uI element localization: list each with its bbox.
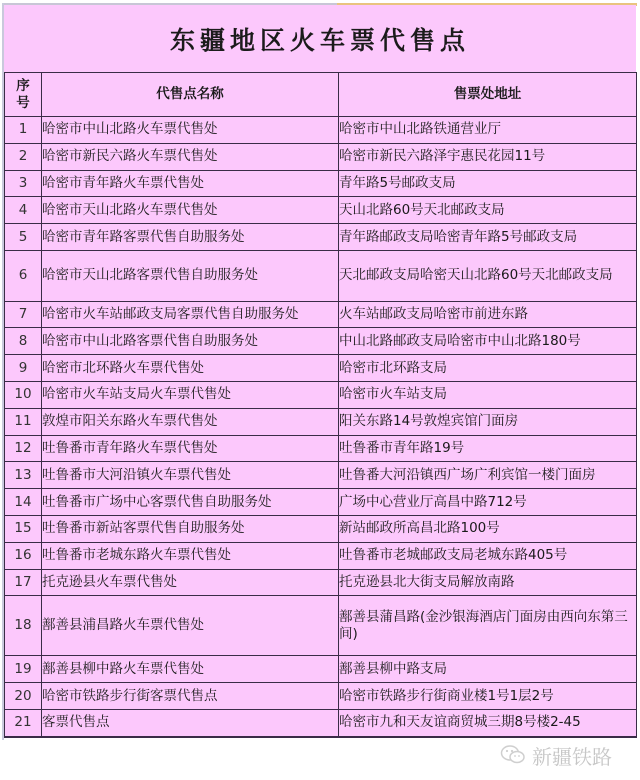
row-number: 18 <box>5 596 42 656</box>
agency-name: 鄯善县柳中路火车票代售处 <box>42 656 339 683</box>
table-row <box>5 656 637 683</box>
agency-address: 阳关东路14号敦煌宾馆门面房 <box>339 408 637 435</box>
agency-name: 哈密市中山北路火车票代售处 <box>42 117 339 144</box>
watermark-text: 新疆铁路 <box>532 744 612 769</box>
agency-address: 新站邮政所高昌北路100号 <box>339 515 637 542</box>
watermark <box>500 740 612 770</box>
header-row <box>5 73 637 117</box>
agency-name: 敦煌市阳关东路火车票代售处 <box>42 408 339 435</box>
row-number: 21 <box>5 709 42 736</box>
row-number: 6 <box>5 250 42 301</box>
table-row <box>5 355 637 382</box>
row-number: 20 <box>5 683 42 710</box>
agency-address: 天山北路60号天北邮政支局 <box>339 197 637 224</box>
row-number: 3 <box>5 170 42 197</box>
agency-name: 哈密市铁路步行街客票代售点 <box>42 683 339 710</box>
row-number: 12 <box>5 435 42 462</box>
page-title: 东疆地区火车票代售点 <box>169 25 470 55</box>
agency-address: 吐鲁番大河沿镇西广场广利宾馆一楼门面房 <box>339 462 637 489</box>
row-number: 7 <box>5 301 42 328</box>
table-row <box>5 462 637 489</box>
table-row <box>5 143 637 170</box>
agency-name: 哈密市中山北路客票代售自助服务处 <box>42 328 339 355</box>
row-number: 11 <box>5 408 42 435</box>
agency-address: 天北邮政支局哈密天山北路60号天北邮政支局 <box>339 250 637 301</box>
agency-name: 哈密市天山北路客票代售自助服务处 <box>42 250 339 301</box>
row-number: 1 <box>5 117 42 144</box>
table-row <box>5 709 637 736</box>
table-row <box>5 542 637 569</box>
agency-address: 哈密市北环路支局 <box>339 355 637 382</box>
agency-name: 哈密市天山北路火车票代售处 <box>42 197 339 224</box>
table-row <box>5 301 637 328</box>
agency-address: 吐鲁番市青年路19号 <box>339 435 637 462</box>
row-number: 14 <box>5 489 42 516</box>
agency-name: 吐鲁番市广场中心客票代售自助服务处 <box>42 489 339 516</box>
agency-address: 鄯善县蒲昌路(金沙银海酒店门面房由西向东第三间) <box>339 596 637 656</box>
header-serial-line2: 号 <box>16 94 30 111</box>
header-serial-number <box>5 73 42 117</box>
row-number: 19 <box>5 656 42 683</box>
table-row <box>5 381 637 408</box>
table-row <box>5 596 637 656</box>
agency-address: 青年路5号邮政支局 <box>339 170 637 197</box>
agency-address: 吐鲁番市老城邮政支局老城东路405号 <box>339 542 637 569</box>
table-row <box>5 515 637 542</box>
agency-name: 客票代售点 <box>42 709 339 736</box>
agency-name: 哈密市火车站支局火车票代售处 <box>42 381 339 408</box>
row-number: 4 <box>5 197 42 224</box>
row-number: 17 <box>5 569 42 596</box>
table-row <box>5 250 637 301</box>
agency-name: 哈密市北环路火车票代售处 <box>42 355 339 382</box>
agency-name: 吐鲁番市青年路火车票代售处 <box>42 435 339 462</box>
agency-name: 哈密市火车站邮政支局客票代售自助服务处 <box>42 301 339 328</box>
title-cell <box>4 5 636 72</box>
table-row <box>5 328 637 355</box>
agency-address: 火车站邮政支局哈密市前进东路 <box>339 301 637 328</box>
agency-name: 吐鲁番市新站客票代售自助服务处 <box>42 515 339 542</box>
table-row <box>5 170 637 197</box>
agency-address: 哈密市火车站支局 <box>339 381 637 408</box>
agency-address: 托克逊县北大街支局解放南路 <box>339 569 637 596</box>
row-number: 13 <box>5 462 42 489</box>
table-row <box>5 197 637 224</box>
table-row <box>5 408 637 435</box>
table-row <box>5 435 637 462</box>
header-address: 售票处地址 <box>339 73 637 117</box>
row-number: 10 <box>5 381 42 408</box>
agency-address: 哈密市铁路步行街商业楼1号1层2号 <box>339 683 637 710</box>
agency-name: 托克逊县火车票代售处 <box>42 569 339 596</box>
agency-address: 哈密市新民六路泽宇惠民花园11号 <box>339 143 637 170</box>
agency-address: 哈密市九和天友谊商贸城三期8号楼2-45 <box>339 709 637 736</box>
table-row <box>5 224 637 251</box>
agency-address: 哈密市中山北路铁通营业厅 <box>339 117 637 144</box>
row-number: 9 <box>5 355 42 382</box>
agency-name: 哈密市青年路客票代售自助服务处 <box>42 224 339 251</box>
row-number: 15 <box>5 515 42 542</box>
table-row <box>5 117 637 144</box>
header-serial-line1: 序 <box>16 77 30 94</box>
row-number: 5 <box>5 224 42 251</box>
agency-name: 吐鲁番市大河沿镇火车票代售处 <box>42 462 339 489</box>
agency-name: 吐鲁番市老城东路火车票代售处 <box>42 542 339 569</box>
table-row <box>5 569 637 596</box>
agency-address: 青年路邮政支局哈密青年路5号邮政支局 <box>339 224 637 251</box>
table-row <box>5 683 637 710</box>
agency-address: 广场中心营业厅高昌中路712号 <box>339 489 637 516</box>
row-number: 8 <box>5 328 42 355</box>
agency-address: 鄯善县柳中路支局 <box>339 656 637 683</box>
agency-name: 哈密市新民六路火车票代售处 <box>42 143 339 170</box>
agency-address: 中山北路邮政支局哈密市中山北路180号 <box>339 328 637 355</box>
table-row <box>5 489 637 516</box>
row-number: 16 <box>5 542 42 569</box>
ticket-agency-table <box>4 72 637 738</box>
wechat-icon <box>500 744 526 766</box>
row-number: 2 <box>5 143 42 170</box>
header-agency-name: 代售点名称 <box>42 73 339 117</box>
agency-name: 鄯善县浦昌路火车票代售处 <box>42 596 339 656</box>
agency-name: 哈密市青年路火车票代售处 <box>42 170 339 197</box>
